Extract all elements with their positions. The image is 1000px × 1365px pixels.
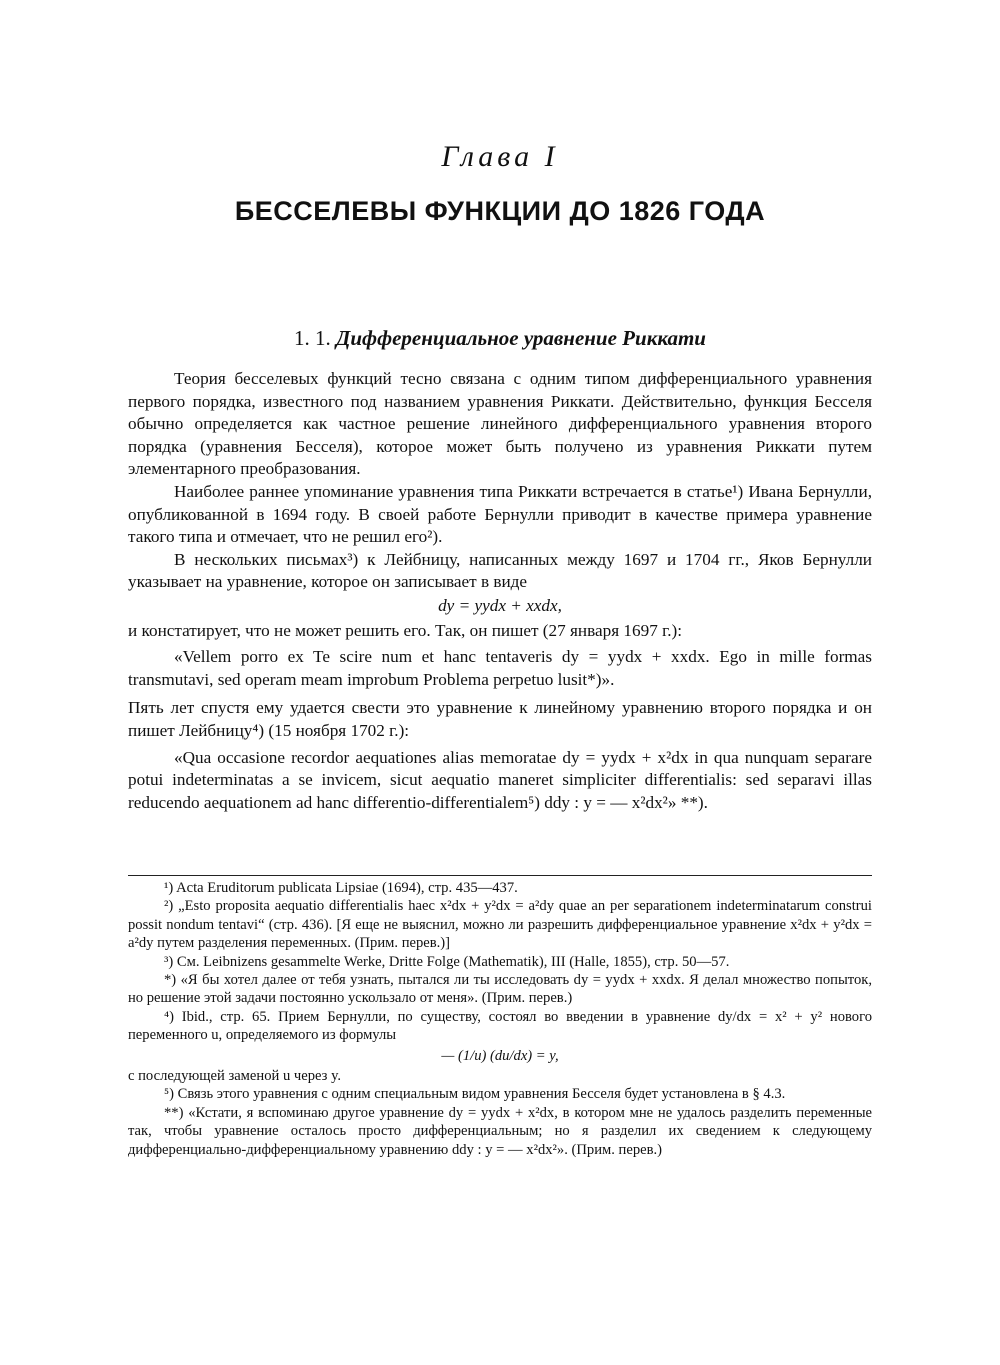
- footnote-double-star: **) «Кстати, я вспоминаю другое уравнение dy = yydx + x²dx, в котором мне не удалось разделить переменные так, чтобы уравнение осталось просто дифференциальным; но я разделил их сведением к следующему дифференциально-дифференциальному уравнению ddy : y = — x²dx²». (Прим. перев.): [128, 1104, 872, 1158]
- paragraph-3: В нескольких письмах³) к Лейбницу, написанных между 1697 и 1704 гг., Яков Бернулли указывает на уравнение, которое он записывает в виде: [128, 549, 872, 592]
- footnote-1: ¹) Acta Eruditorum publicata Lipsiae (1694), стр. 435—437.: [164, 880, 518, 896]
- footnote-4: ⁴) Ibid., стр. 65. Прием Бернулли, по существу, состоял во введении в уравнение dy/dx = x² + y² нового переменного u, определяемого из формулы: [128, 1008, 872, 1044]
- section-heading: [0, 326, 1000, 351]
- paragraph-4: и констатирует, что не может решить его. Так, он пишет (27 января 1697 г.):: [128, 620, 682, 640]
- footnote-2: ²) „Esto proposita aequatio differentialis haec x²dx + y²dx = a²dy quae an per separationem indeterminatarum construi possit nondum tentavi“ (стр. 436). [Я еще не выяснил, можно ли разрешить дифференциальное уравнение x²dx + y²dx = a²dy путем разделения переменных. (Прим. перев.)]: [128, 898, 872, 952]
- paragraph-1: Теория бесселевых функций тесно связана с одним типом дифференциального уравнения первого порядка, известного под названием уравнения Риккати. Действительно, функция Бесселя обычно определяется как частное решение линейного дифференциального уравнения второго порядка (уравнения Бесселя), которое может быть получено из уравнения Риккати путем элементарного преобразования.: [128, 369, 872, 479]
- footnote-5: ⁵) Связь этого уравнения с одним специальным видом уравнения Бесселя будет установлена в § 4.3.: [164, 1086, 786, 1103]
- footnotes: [128, 879, 872, 1159]
- chapter-label: Глава I: [441, 140, 559, 173]
- chapter-title: БЕССЕЛЕВЫ ФУНКЦИИ ДО 1826 ГОДА: [234, 196, 766, 226]
- footnote-4-tail: с последующей заменой u через y.: [128, 1068, 342, 1085]
- footnote-4-formula: — (1/u) (du/dx) = y,: [441, 1047, 559, 1064]
- section-number: 1. 1.: [294, 326, 331, 350]
- latin-quote-2: «Qua occasione recordor aequationes alias memoratae dy = yydx + x²dx in qua nunquam separare potui indeterminatas a se invicem, sicut aequatio maneret simpliciter differentialis: sed separavi illas reducendo aequationem ad hanc differentio-differentialem⁵) ddy : y = — x²dx²» **).: [128, 747, 872, 812]
- paragraph-2: Наиболее раннее упоминание уравнения типа Риккати встречается в статье¹) Ивана Бернулли, опубликованной в 1694 году. В своей работе Бернулли приводит в качестве примера уравнение такого типа и отмечает, что не решил его²).: [128, 481, 872, 547]
- riccati-formula: dy = yydx + xxdx,: [438, 595, 562, 615]
- paragraph-5: Пять лет спустя ему удается свести это уравнение к линейному уравнению второго порядка и он пишет Лейбницу⁴) (15 ноября 1702 г.):: [128, 698, 872, 740]
- main-text: [128, 368, 872, 820]
- footnote-star: *) «Я бы хотел далее от тебя узнать, пытался ли ты исследовать dy = yydx + xxdx. Я делал множество попыток, но решение этой задачи постоянно ускользало от меня». (Прим. перев.): [128, 972, 872, 1007]
- footnote-divider: [128, 875, 872, 876]
- footnote-3: ³) См. Leibnizens gesammelte Werke, Dritte Folge (Mathematik), III (Halle, 1855), стр. 50—57.: [164, 953, 730, 970]
- latin-quote-1: «Vellem porro ex Te scire num et hanc tentaveris dy = yydx + xxdx. Ego in mille formas transmutavi, sed operam meam improbum Problema perpetuo lusit*)».: [128, 647, 872, 689]
- section-title: Дифференциальное уравнение Риккати: [336, 326, 706, 350]
